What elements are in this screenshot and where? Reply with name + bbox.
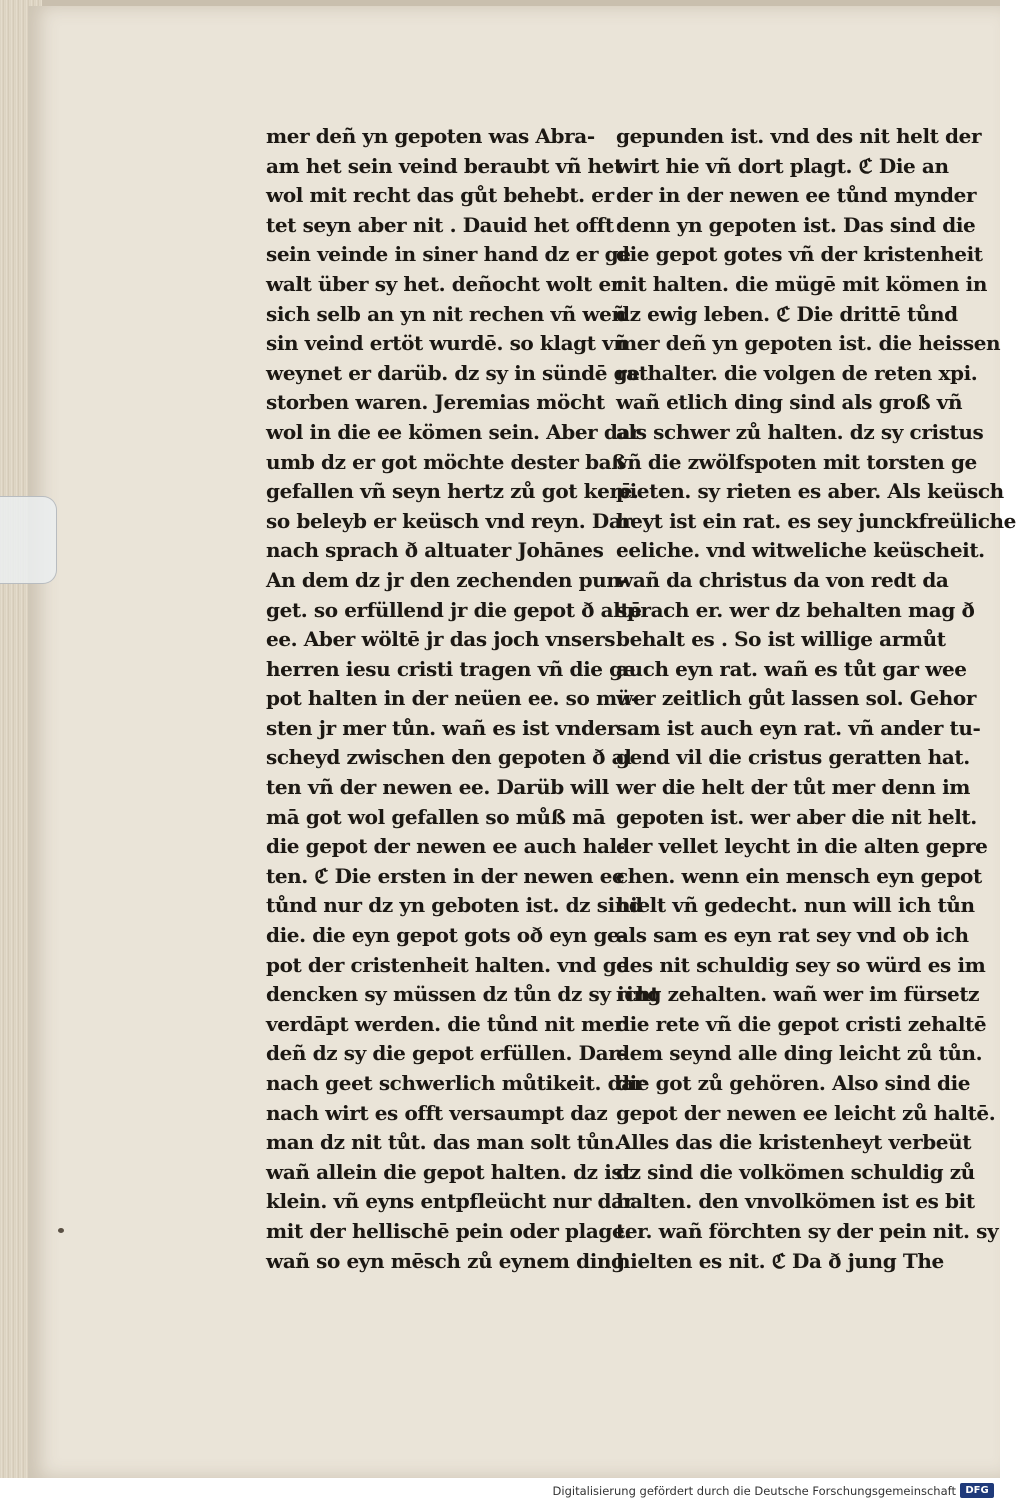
text-line: des nit schuldig sey so würd es im <box>616 952 986 977</box>
text-line: wañ da christus da von redt da <box>616 567 949 592</box>
text-line: ee. Aber wöltē jr das joch vnsers <box>266 627 616 652</box>
ink-speck <box>58 1228 64 1233</box>
text-column-left <box>266 122 660 1276</box>
text-line: die gepot gotes vñ der kristenheit <box>616 242 983 267</box>
text-line: heyt ist ein rat. es sey junckfreüliche <box>616 508 1016 533</box>
text-line: verdāpt werden. die tůnd nit mer <box>266 1011 625 1036</box>
text-line: ten. ℭ Die ersten in der newen ee <box>266 863 625 888</box>
text-line: wañ etlich ding sind als groß vñ <box>616 390 963 415</box>
text-line: der in der newen ee tůnd mynder <box>616 183 977 208</box>
text-line: nach wirt es offt versaumpt daz <box>266 1100 608 1125</box>
text-line: walt über sy het. deñocht wolt er <box>266 271 621 296</box>
text-line: scheyd zwischen den gepoten ð al <box>266 745 632 770</box>
text-line: ten vñ der newen ee. Darüb will <box>266 775 609 800</box>
text-line: gepoten ist. wer aber die nit helt. <box>616 804 977 829</box>
text-line: der vellet leycht in die alten gepre <box>616 834 988 859</box>
text-line: nach geet schwerlich můtikeit. dar <box>266 1071 644 1095</box>
text-line: tet seyn aber nit . Dauid het offt <box>266 212 614 237</box>
footer-bar <box>0 1478 1000 1506</box>
text-line: wer die helt der tůt mer denn im <box>616 775 971 800</box>
text-line: sam ist auch eyn rat. vñ ander tu- <box>616 715 981 740</box>
text-line: deñ dz sy die gepot erfüllen. Dar- <box>266 1041 627 1066</box>
text-line: behalt es . So ist willige armůt <box>616 627 946 652</box>
text-line: wer zeitlich gůt lassen sol. Gehor <box>616 686 977 711</box>
text-line: mer deñ yn gepoten was Abra- <box>266 124 595 148</box>
text-line: mit der hellischē pein oder plage. <box>266 1218 631 1243</box>
text-line: dencken sy müssen dz tůn dz sy icht <box>266 982 660 1007</box>
text-line: nach sprach ð altuater Johānes <box>266 538 604 563</box>
page-clip <box>0 496 57 584</box>
text-line: wol in die ee kömen sein. Aber dar <box>266 419 641 444</box>
text-line: eeliche. vnd witweliche keüscheit. <box>616 538 985 563</box>
text-line: mā got wol gefallen so můß mā <box>266 804 606 829</box>
text-line: gepot der newen ee leicht zů haltē. <box>616 1100 996 1125</box>
text-line: sten jr mer tůn. wañ es ist vnder- <box>266 715 625 740</box>
text-line: umb dz er got möchte dester baß <box>266 449 627 474</box>
text-line: vñ die zwölfspoten mit torsten ge <box>616 449 977 474</box>
text-line: dz ewig leben. ℭ Die drittē tůnd <box>616 301 958 326</box>
text-line: storben waren. Jeremias möcht <box>266 390 605 415</box>
text-line: gend vil die cristus geratten hat. <box>616 745 970 770</box>
text-line: weynet er darüb. dz sy in sündē ge <box>266 360 640 385</box>
text-line: wañ so eyn mēsch zů eynem ding <box>266 1248 625 1273</box>
text-line: wañ allein die gepot halten. dz ist <box>266 1159 632 1184</box>
text-column-right <box>616 122 1016 1276</box>
text-line: gefallen vñ seyn hertz zů got kerē. <box>266 479 639 504</box>
dfg-logo: DFG <box>960 1483 994 1498</box>
text-line: hielten es nit. ℭ Da ð jung The <box>616 1248 944 1273</box>
text-line: als schwer zů halten. dz sy cristus <box>616 419 984 444</box>
text-line: die rete vñ die gepot cristi zehaltē <box>616 1011 987 1036</box>
text-line: als sam es eyn rat sey vnd ob ich <box>616 923 969 948</box>
text-line: chen. wenn ein mensch eyn gepot <box>616 863 982 888</box>
text-line: herren iesu cristi tragen vñ die ge <box>266 656 636 681</box>
text-line: wirt hie vñ dort plagt. ℭ Die an <box>616 153 949 178</box>
text-line: klein. vñ eyns entpfleücht nur dar <box>266 1189 634 1214</box>
text-line: gepunden ist. vnd des nit helt der <box>616 124 982 148</box>
text-line: tůnd nur dz yn geboten ist. dz sind <box>266 893 643 918</box>
text-line: denn yn gepoten ist. Das sind die <box>616 212 976 237</box>
text-line: wol mit recht das gůt behebt. er <box>266 183 614 208</box>
text-line: halten. den vnvolkömen ist es bit <box>616 1189 975 1214</box>
text-line: dem seynd alle ding leicht zů tůn. <box>616 1041 983 1066</box>
text-line: auch eyn rat. wañ es tůt gar wee <box>616 656 967 681</box>
text-line: sin veind ertöt wurdē. so klagt vñ <box>266 331 628 356</box>
text-line: mer deñ yn gepoten ist. die heissen <box>616 331 1001 356</box>
text-line: hielt vñ gedecht. nun will ich tůn <box>616 893 975 918</box>
text-line: sprach er. wer dz behalten mag ð <box>616 597 975 622</box>
text-line: pieten. sy rieten es aber. Als keüsch <box>616 479 1004 504</box>
text-line: nit halten. die mügē mit kömen in <box>616 271 987 296</box>
text-line: die got zů gehören. Also sind die <box>616 1071 971 1095</box>
text-line: rathalter. die volgen de reten xpi. <box>616 360 978 385</box>
text-line: so beleyb er keüsch vnd reyn. Dar <box>266 508 632 533</box>
text-line: pot der cristenheit halten. vnd ge <box>266 952 629 977</box>
text-line: ring zehalten. wañ wer im fürsetz <box>616 982 980 1007</box>
text-line: An dem dz jr den zechenden pun- <box>266 567 629 592</box>
text-line: ter. wañ förchten sy der pein nit. sy <box>616 1218 999 1243</box>
text-line: man dz nit tůt. das man solt tůn. <box>266 1130 621 1155</box>
text-line: get. so erfüllend jr die gepot ð altē <box>266 597 642 622</box>
footer-credit: Digitalisierung gefördert durch die Deutsche Forschungsgemeinschaft <box>552 1484 956 1498</box>
text-line: pot halten in der neüen ee. so mü- <box>266 686 639 711</box>
text-line: die. die eyn gepot gots oð eyn ge- <box>266 923 628 948</box>
text-line: sich selb an yn nit rechen vñ weñ <box>266 301 626 326</box>
text-line: die gepot der newen ee auch hal- <box>266 834 625 859</box>
text-line: sein veinde in siner hand dz er ge <box>266 242 631 267</box>
text-line: am het sein veind beraubt vñ het <box>266 153 623 178</box>
text-line: Alles das die kristenheyt verbeüt <box>616 1130 972 1155</box>
text-line: dz sind die volkömen schuldig zů <box>616 1159 975 1184</box>
